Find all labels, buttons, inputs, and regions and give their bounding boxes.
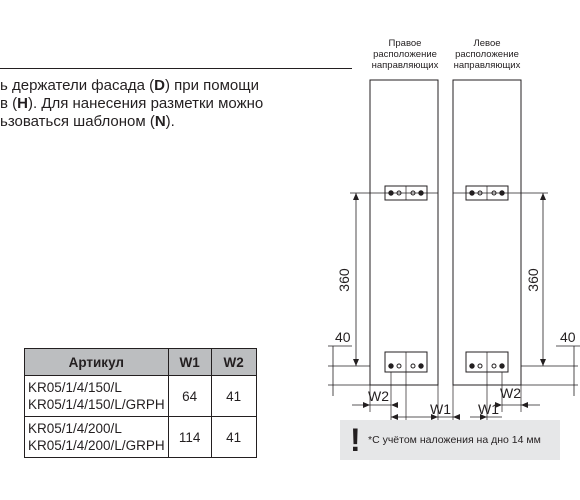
dim-w1-left: W1 bbox=[478, 401, 499, 417]
right-panel bbox=[370, 80, 438, 385]
left-bottom-bracket bbox=[466, 352, 508, 372]
left-panel bbox=[453, 80, 521, 385]
w2-cell: 41 bbox=[211, 417, 256, 458]
dim-w1-right: W1 bbox=[430, 401, 451, 417]
instruction-text: ь держатели фасада (D) при помощи в (H). Для нанесения разметки можно ьзоваться шаблоном (N). bbox=[0, 77, 264, 130]
w1-cell: 114 bbox=[168, 417, 211, 458]
w1-cell: 64 bbox=[168, 376, 211, 417]
article-cell: KR05/1/4/150/L KR05/1/4/150/L/GRPH bbox=[25, 376, 169, 417]
header-article: Артикул bbox=[25, 349, 169, 376]
header-w1: W1 bbox=[168, 349, 211, 376]
left-top-bracket bbox=[453, 186, 521, 200]
w2-cell: 41 bbox=[211, 376, 256, 417]
overlay-note bbox=[340, 420, 560, 460]
header-w2: W2 bbox=[211, 349, 256, 376]
note-text: *С учётом наложения на дно 14 мм bbox=[368, 434, 541, 446]
right-bottom-bracket bbox=[385, 352, 427, 372]
right-position-caption: Правое расположение направляющих bbox=[371, 38, 439, 71]
dim-w2-left: W2 bbox=[500, 385, 521, 401]
dim-40-right: 40 bbox=[335, 329, 351, 345]
table-row bbox=[25, 417, 257, 458]
exclamation-icon: ! bbox=[350, 422, 361, 458]
dim-360-right: 360 bbox=[336, 268, 352, 292]
article-cell: KR05/1/4/200/L KR05/1/4/200/L/GRPH bbox=[25, 417, 169, 458]
dim-40-left: 40 bbox=[560, 329, 576, 345]
table-header-row bbox=[25, 349, 257, 376]
spec-table bbox=[24, 348, 257, 458]
table-row bbox=[25, 376, 257, 417]
right-top-bracket bbox=[370, 186, 438, 200]
dim-360-left: 360 bbox=[525, 268, 541, 292]
dim-w2-right: W2 bbox=[368, 388, 389, 404]
left-position-caption: Левое расположение направляющих bbox=[453, 38, 521, 71]
